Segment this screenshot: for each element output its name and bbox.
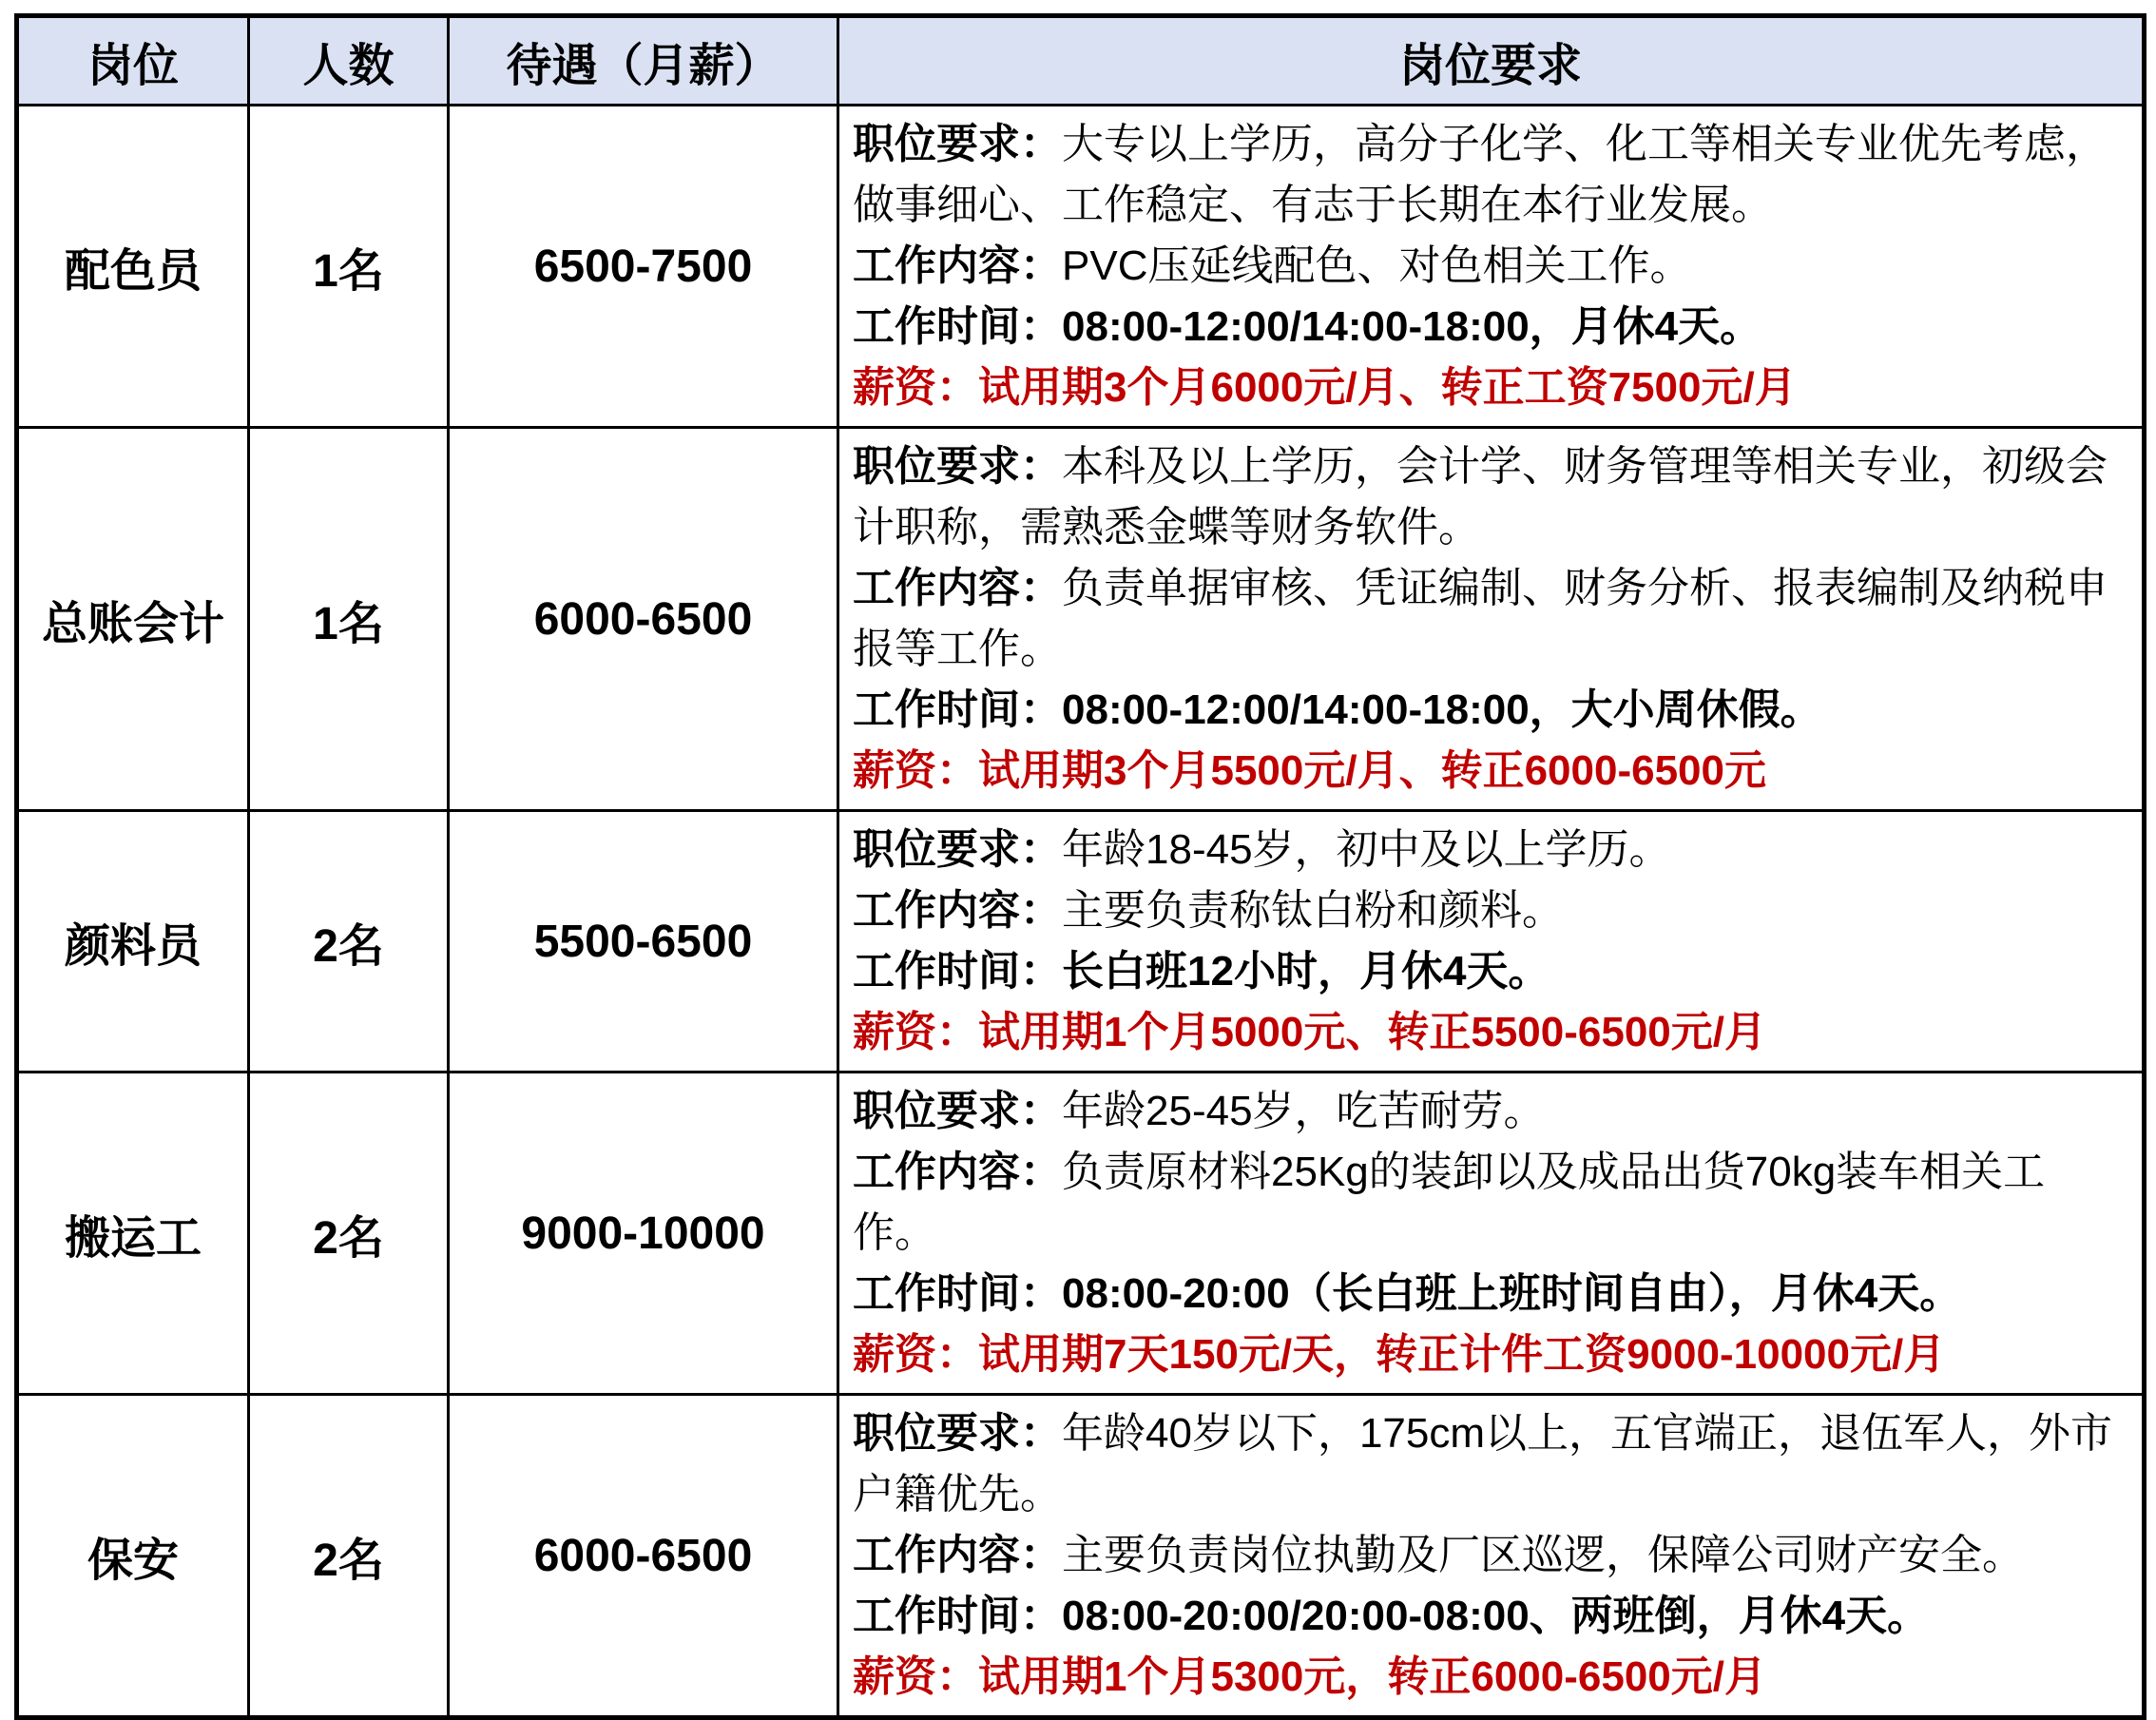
header-row bbox=[17, 16, 2145, 106]
pay-line bbox=[853, 358, 2128, 418]
hours-label: 工作时间： bbox=[853, 948, 1062, 995]
header-headcount: 人数 bbox=[249, 16, 449, 106]
requirements-cell bbox=[838, 106, 2145, 428]
requirements-cell bbox=[838, 1073, 2145, 1395]
requirements-cell bbox=[838, 428, 2145, 811]
salary-cell: 6000-6500 bbox=[449, 428, 838, 811]
hours-line bbox=[853, 1586, 2128, 1647]
pay-text: 试用期3个月6000元/月、转正工资7500元/月 bbox=[978, 364, 1797, 411]
hours-label: 工作时间： bbox=[853, 303, 1062, 350]
requirement-text: 大专以上学历，高分子化学、化工等相关专业优先考虑，做事细心、工作稳定、有志于长期在本行业发展。 bbox=[853, 121, 2108, 228]
pay-text: 试用期1个月5300元，转正6000-6500元/月 bbox=[978, 1653, 1766, 1700]
pay-line bbox=[853, 1647, 2128, 1708]
requirement-text: 年龄18-45岁，初中及以上学历。 bbox=[1062, 826, 1671, 873]
duty-line bbox=[853, 1525, 2128, 1586]
hours-line bbox=[853, 297, 2128, 358]
headcount-cell: 2名 bbox=[249, 1073, 449, 1395]
pay-label: 薪资： bbox=[853, 1653, 978, 1700]
pay-text: 试用期1个月5000元、转正5500-6500元/月 bbox=[978, 1009, 1766, 1055]
duty-text: 负责原材料25Kg的装卸以及成品出货70kg装车相关工作。 bbox=[853, 1149, 2046, 1256]
hours-line bbox=[853, 941, 2128, 1002]
requirement-label: 职位要求： bbox=[853, 1088, 1062, 1134]
duty-line bbox=[853, 558, 2128, 680]
pay-line bbox=[853, 1002, 2128, 1063]
requirement-line bbox=[853, 114, 2128, 236]
hours-label: 工作时间： bbox=[853, 1593, 1062, 1639]
headcount-cell: 2名 bbox=[249, 811, 449, 1073]
position-cell: 颜料员 bbox=[17, 811, 249, 1073]
duty-text: 负责单据审核、凭证编制、财务分析、报表编制及纳税申报等工作。 bbox=[853, 565, 2108, 672]
position-cell: 配色员 bbox=[17, 106, 249, 428]
header-requirements: 岗位要求 bbox=[838, 16, 2145, 106]
duty-text: PVC压延线配色、对色相关工作。 bbox=[1062, 242, 1692, 289]
requirement-line bbox=[853, 1081, 2128, 1142]
table-row bbox=[17, 106, 2145, 428]
requirement-line bbox=[853, 820, 2128, 880]
pay-label: 薪资： bbox=[853, 747, 978, 794]
requirement-label: 职位要求： bbox=[853, 443, 1062, 490]
requirement-text: 年龄25-45岁，吃苦耐劳。 bbox=[1062, 1088, 1546, 1134]
salary-cell: 6000-6500 bbox=[449, 1395, 838, 1718]
duty-label: 工作内容： bbox=[853, 1149, 1062, 1195]
position-cell: 保安 bbox=[17, 1395, 249, 1718]
table-row bbox=[17, 1395, 2145, 1718]
position-cell: 搬运工 bbox=[17, 1073, 249, 1395]
duty-label: 工作内容： bbox=[853, 565, 1062, 611]
recruitment-table bbox=[14, 13, 2146, 1720]
duty-label: 工作内容： bbox=[853, 887, 1062, 934]
pay-text: 试用期7天150元/天，转正计件工资9000-10000元/月 bbox=[978, 1331, 1946, 1378]
salary-cell: 6500-7500 bbox=[449, 106, 838, 428]
pay-text: 试用期3个月5500元/月、转正6000-6500元 bbox=[978, 747, 1766, 794]
requirement-text: 本科及以上学历，会计学、财务管理等相关专业，初级会计职称，需熟悉金蝶等财务软件。 bbox=[853, 443, 2108, 551]
pay-label: 薪资： bbox=[853, 1009, 978, 1055]
duty-line bbox=[853, 880, 2128, 941]
duty-text: 主要负责岗位执勤及厂区巡逻，保障公司财产安全。 bbox=[1062, 1532, 2024, 1578]
salary-cell: 9000-10000 bbox=[449, 1073, 838, 1395]
requirement-line bbox=[853, 436, 2128, 558]
requirement-line bbox=[853, 1403, 2128, 1525]
hours-text: 08:00-20:00（长白班上班时间自由），月休4天。 bbox=[1062, 1270, 1962, 1317]
pay-label: 薪资： bbox=[853, 1331, 978, 1378]
pay-line bbox=[853, 741, 2128, 802]
salary-cell: 5500-6500 bbox=[449, 811, 838, 1073]
requirement-label: 职位要求： bbox=[853, 1410, 1062, 1457]
requirement-label: 职位要求： bbox=[853, 121, 1062, 167]
duty-line bbox=[853, 236, 2128, 297]
requirement-label: 职位要求： bbox=[853, 826, 1062, 873]
duty-line bbox=[853, 1142, 2128, 1264]
header-position: 岗位 bbox=[17, 16, 249, 106]
requirements-cell bbox=[838, 811, 2145, 1073]
hours-text: 08:00-12:00/14:00-18:00，大小周休假。 bbox=[1062, 686, 1822, 733]
duty-label: 工作内容： bbox=[853, 242, 1062, 289]
hours-line bbox=[853, 1264, 2128, 1324]
hours-text: 08:00-20:00/20:00-08:00、两班倒，月休4天。 bbox=[1062, 1593, 1930, 1639]
pay-line bbox=[853, 1324, 2128, 1385]
hours-label: 工作时间： bbox=[853, 1270, 1062, 1317]
position-cell: 总账会计 bbox=[17, 428, 249, 811]
duty-text: 主要负责称钛白粉和颜料。 bbox=[1062, 887, 1564, 934]
duty-label: 工作内容： bbox=[853, 1532, 1062, 1578]
table-row bbox=[17, 428, 2145, 811]
headcount-cell: 1名 bbox=[249, 428, 449, 811]
requirement-text: 年龄40岁以下，175cm以上，五官端正，退伍军人，外市户籍优先。 bbox=[853, 1410, 2113, 1517]
pay-label: 薪资： bbox=[853, 364, 978, 411]
table-row bbox=[17, 811, 2145, 1073]
hours-text: 08:00-12:00/14:00-18:00，月休4天。 bbox=[1062, 303, 1762, 350]
headcount-cell: 2名 bbox=[249, 1395, 449, 1718]
hours-text: 长白班12小时，月休4天。 bbox=[1062, 948, 1550, 995]
header-salary: 待遇（月薪） bbox=[449, 16, 838, 106]
hours-line bbox=[853, 680, 2128, 741]
table-row bbox=[17, 1073, 2145, 1395]
requirements-cell bbox=[838, 1395, 2145, 1718]
hours-label: 工作时间： bbox=[853, 686, 1062, 733]
headcount-cell: 1名 bbox=[249, 106, 449, 428]
